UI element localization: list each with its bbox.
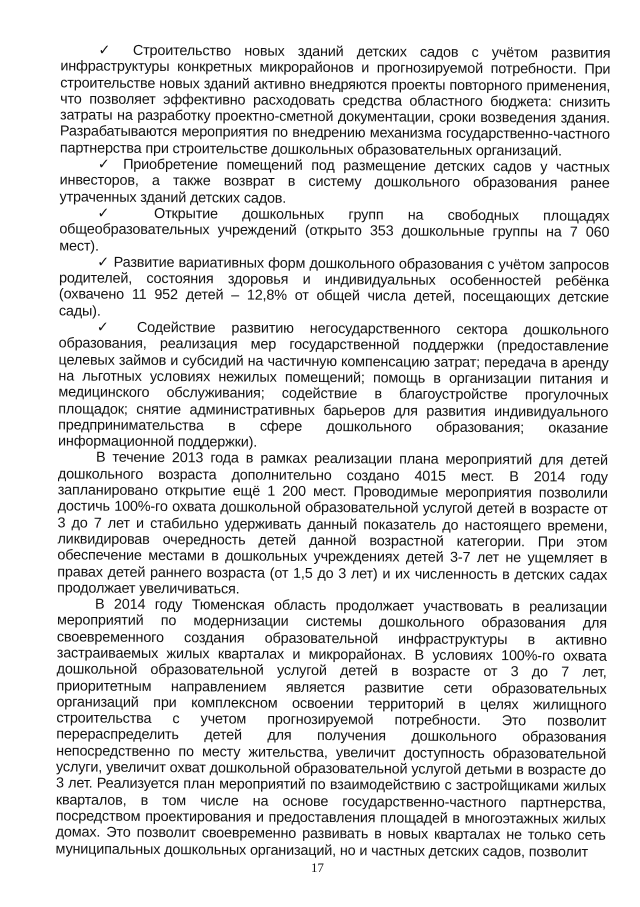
paragraph-text: В течение 2013 года в рамках реализации плана мероприятий для детей дошкольного возраста дополнительно создано 4015 мест. В 2014 году запланировано открытие ещё 1 200 мест. Проводимые мероприятия позволили достичь 100%-го охвата дошкольной образовательной услугой детей в возрасте от 3 до 7 лет и стабильно удерживать данный показатель до настоящего времени, ликвидировав очередность детей данной возрастной категории. При этом обеспечение местами в дошкольных учреждениях детей 3-7 лет не ущемляет в правах детей раннего возраста (от 1,5 до 3 лет) и их численность в детских садах продолжает увеличиваться.	[57, 450, 609, 598]
checkmark-icon: ✓	[98, 42, 120, 59]
paragraph-5	[58, 319, 609, 453]
paragraph-text: Строительство новых зданий детских садов с учётом развития инфраструктуры конкретных микрорайонов и прогнозируемой потребности. При строительстве новых зданий активно внедряются проекты повторного применения, что позволяет эффективно расходовать средства областного бюджета: снизить затраты на разработку проектно-сметной документации, сроки возведения здания. Разрабатываются мероприятия по внедрению механизма государственно-частного партнерства при строительстве дошкольных образовательных организаций.	[59, 42, 611, 160]
paragraph-2	[60, 156, 610, 208]
paragraph-text: Открытие дошкольных групп на свободных площадях общеобразовательных учреждений (открыто 353 дошкольные группы на 7 060 мест).	[59, 205, 610, 255]
paragraph-4	[59, 254, 609, 323]
page-number: 17	[310, 859, 325, 876]
checkmark-icon: ✓	[97, 254, 110, 271]
checkmark-icon: ✓	[96, 319, 121, 336]
checkmark-icon: ✓	[97, 156, 115, 173]
checkmark-icon: ✓	[97, 205, 130, 222]
paragraph-3	[59, 205, 609, 257]
body-text	[56, 42, 611, 860]
paragraph-text: Развитие вариативных форм дошкольного образования с учётом запросов родителей, состояния здоровья и индивидуальных особенностей ребёнка (охвачено 11 952 детей – 12,8% от общей числа детей, посещающих детские сады).	[58, 254, 610, 320]
paragraph-6	[57, 450, 608, 600]
paragraph-text: В 2014 году Тюменская область продолжает участвовать в реализации мероприятий по модернизации системы дошкольного образования для своевременного создания образовательной инфраструктуры в активно застраиваемых жилых кварталах и микрорайонах. В условиях 100%-го охвата дошкольной образовательной услугой детей в возрасте от 3 до 7 лет, приоритетным направлением является развитие сети образовательных организаций при комплексном освоении территорий в целях жилищного строительства с учетом прогнозируемой потребности. Это позволит перераспределить детей для получения дошкольного образования непосредственно по месту жительства, увеличит доступность образовательной услуги, увеличит охват дошкольной образовательной услугой детьми в возрасте до 3 лет. Реализуется план мероприятий по взаимодействию с застройщиками жилых кварталов, в том числе на основе государственно-частного партнерства, посредством проектирования и предоставления площадей в многоэтажных жилых домах. Это позволит своевременно развивать в новых кварталах не только сеть муниципальных дошкольных организаций, но и частных детских садов, позволит	[55, 596, 608, 861]
paragraph-text: Приобретение помещений под размещение детских садов у частных инвесторов, а также возврат в систему дошкольного образования ранее утраченных зданий детских садов.	[59, 156, 610, 207]
paragraph-1	[60, 42, 611, 159]
paragraph-7	[56, 596, 608, 860]
paragraph-text: Содействие развитию негосударственного сектора дошкольного образования, реализация мер государственной поддержки (предоставление целевых займов и субсидий на частичную компенсацию затрат; передача в аренду на льготных условиях нежилых помещений; помощь в организации питания и медицинского обслуживания; содействие в благоустройстве прогулочных площадок; снятие административных барьеров для развития индивидуального предпринимательства в сфере дошкольного образования; оказание информационной поддержки).	[58, 319, 609, 451]
